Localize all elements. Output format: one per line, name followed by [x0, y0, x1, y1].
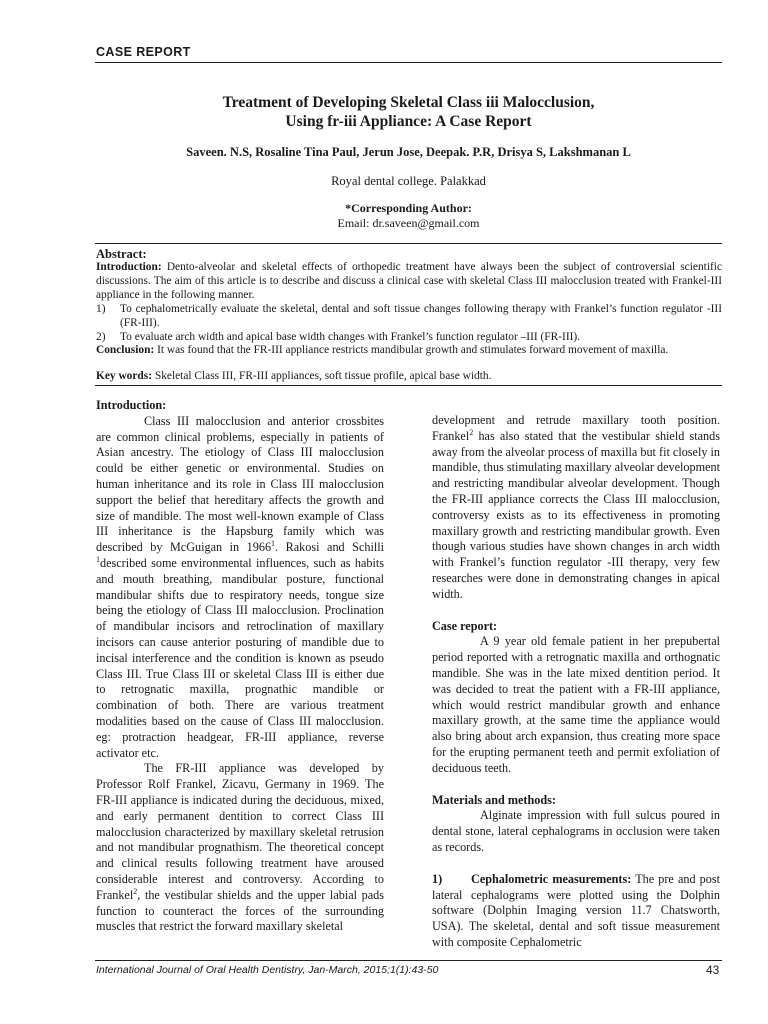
citation: 1: [271, 539, 276, 549]
text-run: The pre and post lateral cephalograms were plotted using the Dolphin software (Dolphin Imaging version 11.7 Chatsworth, USA). The skeletal, dental and soft tissue measurement with composite Cephalometric: [432, 871, 720, 949]
introduction-paragraph-2: [96, 761, 384, 935]
article-title: [95, 93, 722, 131]
item-label: Cephalometric measurements:: [471, 871, 632, 886]
list-number: 1): [96, 302, 106, 315]
keywords-text: Skeletal Class III, FR-III appliances, soft tissue profile, apical base width.: [154, 370, 492, 382]
introduction-continuation: [432, 413, 720, 603]
affiliation: Royal dental college. Palakkad: [331, 174, 486, 188]
list-text: To cephalometrically evaluate the skeletal, dental and soft tissue changes following therapy with Frankel’s function regulator -III (FR-III).: [120, 302, 722, 329]
text-run: Class III malocclusion and anterior crossbites are common clinical problems, especially in patients of Asian ancestry. The etiology of Class III malocclusion could be either genetic or environmental. Studies on human inheritance and its role in Class III malocclusion support the belief that hereditary affects the growth and size of mandible. The most well-known example of Class III inheritance is the Hapsburg family which was described by McGuigan in 1966: [96, 413, 384, 555]
cephalometric-paragraph: [432, 872, 720, 951]
materials-methods-paragraph: Alginate impression with full sulcus poured in dental stone, lateral cephalograms in occlusion were taken as records.: [432, 808, 720, 854]
abstract-divider-bottom: [95, 385, 722, 386]
abstract-heading: Abstract:: [96, 247, 147, 261]
text-run: development and retrude maxillary tooth position. Frankel: [432, 413, 720, 443]
corresponding-author: [95, 201, 722, 231]
introduction-heading: Introduction:: [96, 398, 167, 412]
title-line-2: Using fr-iii Appliance: A Case Report: [285, 113, 532, 130]
text-run: The FR-III appliance was developed by Professor Rolf Frankel, Zicavu, Germany in 1969. The FR-III appliance is indicated during the deciduous, mixed, and early permanent dentition to correct Class III malocclusion characterized by maxillary skeletal retrusion and not mandibular prognathism. The theoretical concept and clinical results following treatment have aroused considerable interest and controversy. According to Frankel: [96, 761, 384, 902]
list-number: 2): [96, 330, 106, 343]
corresponding-email: Email: dr.saveen@gmail.com: [337, 216, 480, 230]
page-number: 43: [706, 963, 720, 977]
case-report-heading: Case report:: [432, 618, 498, 633]
abstract-introduction: [96, 261, 722, 303]
citation: 2: [469, 427, 474, 437]
spacer: [432, 777, 720, 793]
list-text: To evaluate arch width and apical base width changes with Frankel’s function regulator –III (FR-III).: [120, 330, 581, 343]
abstract-block: [96, 247, 722, 358]
journal-citation: International Journal of Oral Health Dentistry, Jan-March, 2015;1(1):43-50: [96, 964, 439, 976]
left-column: [96, 398, 384, 935]
abstract-intro-text: Dento-alveolar and skeletal effects of orthopedic treatment have always been the subject of controversial scientific discussions. The aim of this article is to describe and discuss a clinical case with skeletal Class III malocclusion treated with Frankel-III appliance in the following manner.: [96, 261, 722, 301]
spacer: [432, 856, 720, 872]
text-run: , the vestibular shields and the upper labial pads function to counteract the forces of the surrounding muscles that restrict the forward maxillary skeletal: [96, 887, 384, 934]
text-run: . Rakosi and Schilli: [275, 540, 384, 555]
section-label: CASE REPORT: [96, 45, 191, 59]
case-report-paragraph: A 9 year old female patient in her prepubertal period reported with a retrognatic maxilla and orthognatic mandible. She was in the late mixed dentition period. It was decided to treat the patient with a FR-III appliance, which would restrict mandibular growth and enhance maxillary growth, at the same time the appliance would also bring about arch expansion, thus creating more space for the erupting permanent teeth and permit exfoliation of deciduous teeth.: [432, 634, 720, 775]
header-divider: [95, 62, 722, 63]
keywords: [96, 370, 722, 382]
abstract-list-item: [96, 303, 722, 331]
author-list: Saveen. N.S, Rosaline Tina Paul, Jerun Jose, Deepak. P.R, Drisya S, Lakshmanan L: [186, 145, 631, 159]
text-run: described some environmental influences, such as habits and mouth breathing, mandibular posture, functional mandibular shifts due to respiratory needs, tongue size being the etiology of Class III malocclusion. Proclination of mandibular incisors and retroclination of maxillary incisors can cause anterior posturing of mandible due to incisal interference and the condition is known as pseudo Class III. True Class III or skeletal Class III is either due to retrognatic maxilla, prognathic mandible or combination of both. There are various treatment modalities based on the cause of Class III malocclusion. eg: protraction headgear, FR-III appliance, reverse activator etc.: [96, 555, 384, 760]
conclusion-text: It was found that the FR-III appliance restricts mandibular growth and stimulates forward movement of maxilla.: [157, 344, 669, 357]
item-number: 1): [432, 871, 443, 886]
abstract-list-item: [96, 331, 722, 345]
abstract-conclusion: [96, 344, 722, 358]
conclusion-label: Conclusion:: [96, 344, 155, 357]
abstract-intro-label: Introduction:: [96, 261, 162, 273]
spacer: [432, 603, 720, 619]
citation: 2: [133, 886, 138, 896]
right-column: [432, 413, 720, 951]
text-run: has also stated that the vestibular shield stands away from the alveolar process of maxilla but fit closely in mandible, thus stimulating maxillary alveolar development and restricting mandibular alveolar development. Though the FR-III appliance corrects the Class III malocclusion, controversy exists as to its effectiveness in promoting maxillary growth and restricting mandibular growth. Even though various studies have shown changes in arch width with Frankel’s function regulator -III therapy, very few researches were done in demonstrating changes in apical width.: [432, 428, 720, 601]
introduction-paragraph-1: [96, 414, 384, 762]
title-line-1: Treatment of Developing Skeletal Class iii Malocclusion,: [222, 94, 595, 111]
materials-methods-heading: Materials and methods:: [432, 792, 556, 807]
abstract-divider-top: [95, 243, 722, 244]
corresponding-heading: *Corresponding Author:: [345, 201, 472, 215]
citation: 1: [96, 554, 100, 564]
footer-divider: [95, 960, 722, 961]
keywords-label: Key words:: [96, 370, 152, 382]
